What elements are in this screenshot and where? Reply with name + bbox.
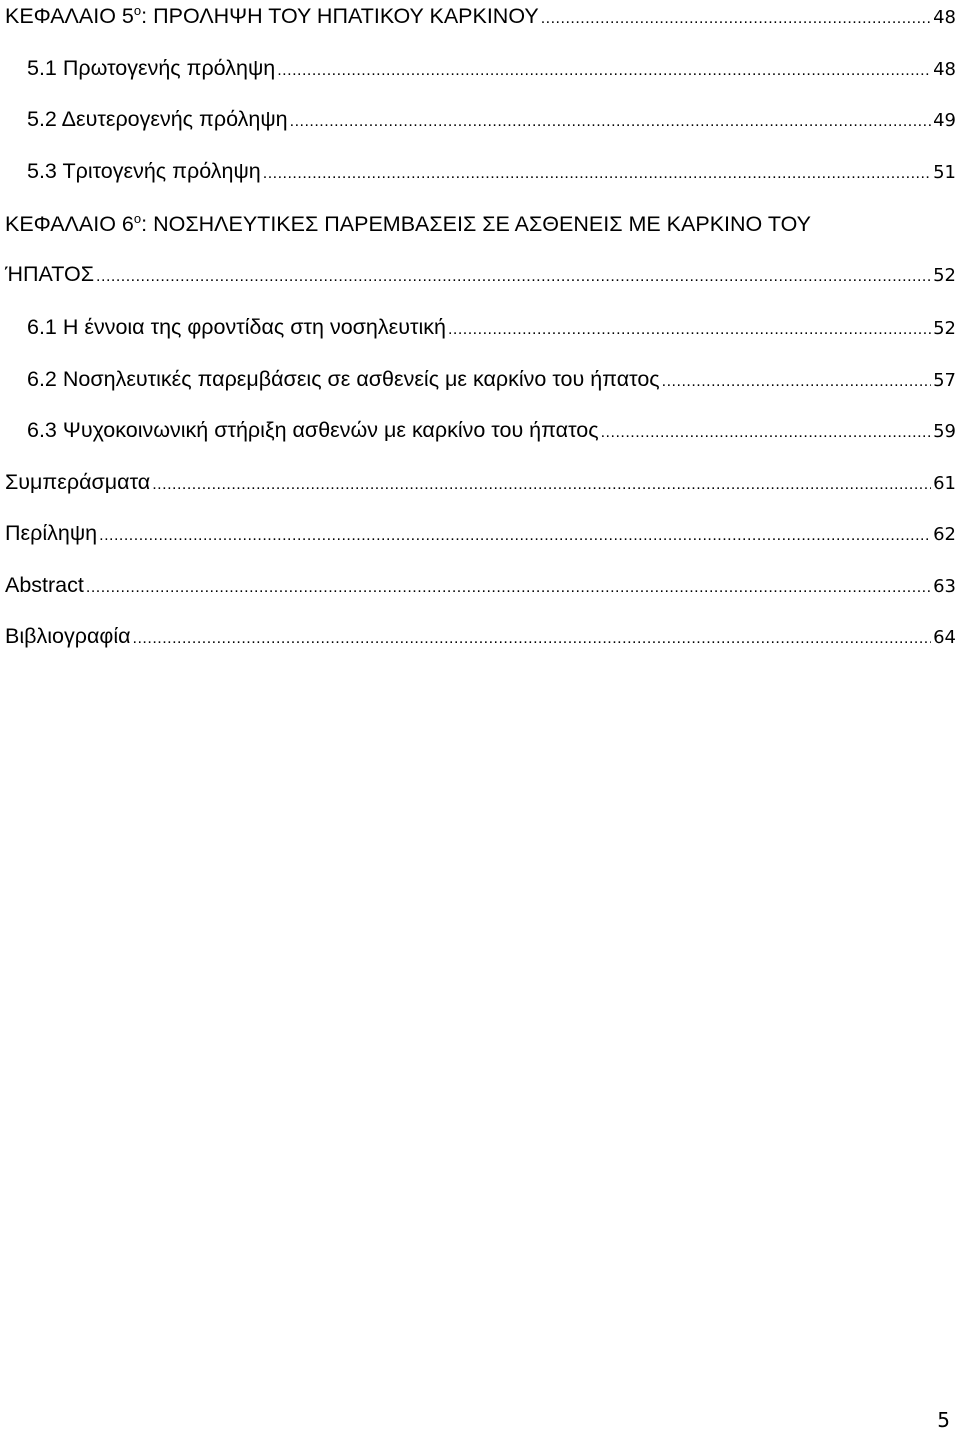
- dot-leader: [133, 625, 932, 653]
- toc-entry-bibliography[interactable]: [5, 620, 958, 672]
- toc-entry-title: 5.1 Πρωτογενής πρόληψη: [27, 55, 276, 80]
- toc-entry-page: 51: [933, 161, 956, 183]
- dot-leader: [86, 574, 931, 602]
- toc-entry-chapter-6[interactable]: [5, 206, 958, 311]
- dot-leader: [601, 419, 931, 447]
- toc-entry-abstract[interactable]: [5, 569, 958, 621]
- toc-entry-title: 5.3 Τριτογενής πρόληψη: [27, 158, 261, 183]
- toc-entry-title: 6.1 Η έννοια της φροντίδας στη νοσηλευτική: [27, 315, 446, 339]
- toc-entry-5-3[interactable]: [5, 155, 958, 207]
- dot-leader: [152, 471, 931, 499]
- toc-entry-page: 48: [933, 7, 956, 28]
- dot-leader: [541, 5, 931, 33]
- dot-leader: [96, 263, 931, 291]
- toc-entry-5-2[interactable]: [5, 103, 958, 155]
- toc-entry-6-3[interactable]: [5, 414, 958, 466]
- page-number: 5: [937, 1408, 950, 1432]
- toc-entry-title: 6.3 Ψυχοκοινωνική στήριξη ασθενών με καρκίνο του ήπατος: [27, 418, 599, 442]
- ordinal-superscript: ο: [133, 3, 142, 18]
- toc-entry-page: 52: [933, 264, 956, 286]
- toc-entry-title: Abstract: [5, 572, 84, 597]
- dot-leader: [662, 368, 931, 396]
- dot-leader: [448, 316, 931, 344]
- dot-leader: [99, 522, 931, 550]
- dot-leader: [290, 108, 931, 136]
- toc-entry-page: 48: [933, 58, 956, 80]
- toc-entry-chapter-5[interactable]: [5, 0, 958, 52]
- toc-entry-title: ΚΕΦΑΛΑΙΟ $5^o$: ΠΡΟΛΗΨΗ ΤΟΥ ΗΠΑΤΙΚΟΥ ΚΑΡΚΙΝΟΥ: [5, 3, 539, 28]
- toc-entry-title-continuation: ΉΠΑΤΟΣ: [5, 261, 95, 286]
- toc-entry-5-1[interactable]: [5, 52, 958, 104]
- toc-entry-title: 6.2 Νοσηλευτικές παρεμβάσεις σε ασθενείς με καρκίνο του ήπατος: [27, 366, 660, 391]
- toc-entry-6-1[interactable]: [5, 311, 958, 363]
- table-of-contents: [5, 0, 958, 672]
- toc-entry-conclusions[interactable]: [5, 466, 958, 518]
- ordinal-superscript: ο: [133, 211, 142, 226]
- toc-entry-page: 49: [933, 110, 956, 131]
- toc-entry-title: ΚΕΦΑΛΑΙΟ $6^o$: ΝΟΣΗΛΕΥΤΙΚΕΣ ΠΑΡΕΜΒΑΣΕΙΣ ΣΕ ΑΣΘΕΝΕΙΣ ΜΕ ΚΑΡΚΙΝΟ ΤΟΥ: [5, 211, 811, 236]
- dot-leader: [263, 160, 931, 188]
- toc-entry-6-2[interactable]: [5, 363, 958, 415]
- toc-entry-title: 5.2 Δευτερογενής πρόληψη: [27, 107, 288, 131]
- toc-entry-page: 52: [933, 318, 956, 339]
- dot-leader: [277, 57, 931, 85]
- toc-entry-page: 57: [933, 369, 956, 391]
- toc-entry-page: 62: [933, 524, 956, 545]
- toc-entry-summary[interactable]: [5, 517, 958, 569]
- toc-entry-page: 61: [933, 472, 956, 494]
- toc-entry-title: Περίληψη: [5, 521, 98, 545]
- toc-entry-page: 63: [933, 575, 956, 597]
- toc-entry-page: 64: [933, 627, 956, 648]
- toc-entry-title: Συμπεράσματα: [5, 469, 151, 494]
- toc-entry-title: Βιβλιογραφία: [5, 624, 131, 648]
- toc-entry-page: 59: [933, 421, 956, 442]
